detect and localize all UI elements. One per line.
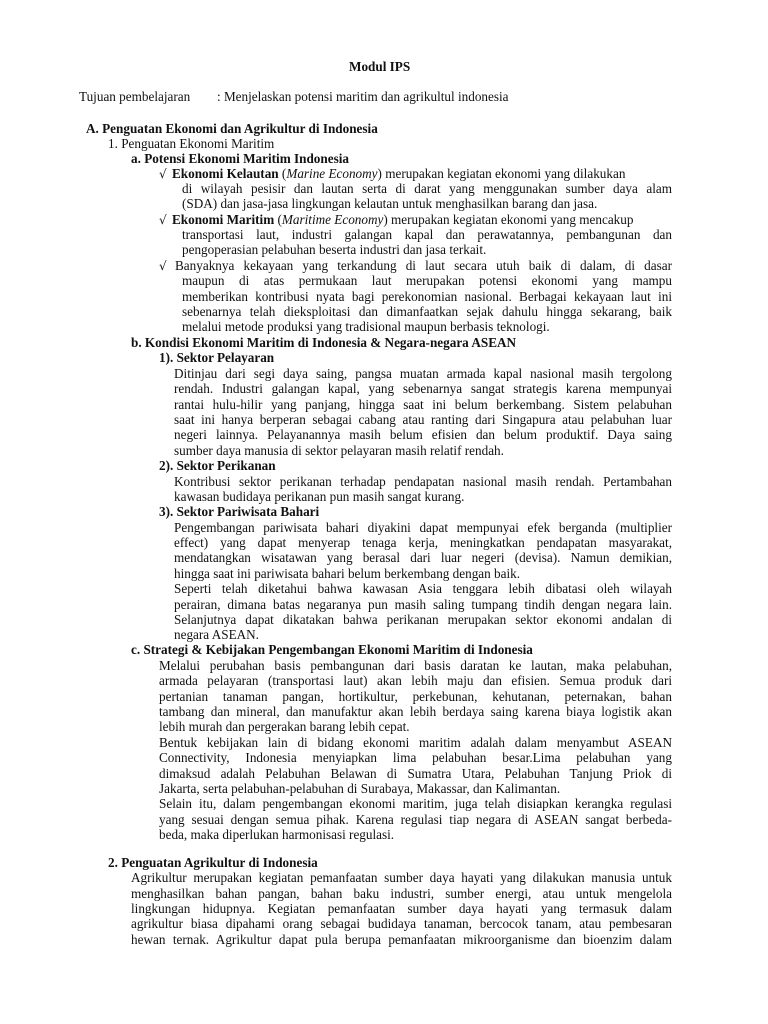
pelayaran-line-3: rantai hulu-hilir yang panjang, hingga saat ini belum berkembang. Sistem pelabuhan: [174, 397, 672, 412]
sektor-pariwisata-heading: 3). Sektor Pariwisata Bahari: [159, 504, 320, 519]
strategi-p1-line-5: lebih murah dan pergerakan barang lebih cepat.: [159, 719, 410, 734]
page-title: Modul IPS: [349, 59, 411, 74]
bullet-1-line-2: di wilayah pesisir dan lautan serta di darat yang menggunakan sumber daya alam: [182, 181, 672, 196]
agrikultur-line-2: menghasilkan bahan pangan, bahan baku industri, sumber energi, atau untuk mengelola: [131, 886, 672, 901]
perikanan-line-1: Kontribusi sektor perikanan terhadap pendapatan nasional masih rendah. Pertambahan: [174, 474, 672, 489]
pariwisata-line-4: hingga saat ini pariwisata bahari belum berkembang dengan baik.: [174, 566, 521, 581]
strategi-p2-line-1: Bentuk kebijakan lain di bidang ekonomi maritim adalah dalam menyambut ASEAN: [159, 735, 672, 750]
bullet-3-line-5: melalui metode produksi yang tradisional maupun berbasis teknologi.: [182, 319, 550, 334]
bullet-ekonomi-kelautan: Ekonomi Kelautan (Marine Economy) merupakan kegiatan ekonomi yang dilakukan: [172, 166, 626, 181]
pariwisata-line-3: mendatangkan wisatawan yang berasal dari luar negeri (devisa). Namun demikian,: [174, 550, 672, 565]
bullet-2-line-3: pengoperasian pelabuhan beserta industri dan jasa terkait.: [182, 242, 487, 257]
pariwisata-line-1: Pengembangan pariwisata bahari diyakini dapat mempunyai efek berganda (multiplier: [174, 520, 672, 535]
agrikultur-line-4: agrikultur biasa dipahami orang sebagai budidaya tanaman, bercocok tanam, atau pembesaran: [131, 916, 672, 931]
pelayaran-line-5: negeri lainnya. Pelayanannya masih belum efisien dan belum produktif. Daya saing: [174, 427, 672, 442]
strategi-p3-line-2: yang sesuai dengan semua pihak. Karena regulasi tiap negara di ASEAN sangat berbeda-: [159, 812, 672, 827]
subsection-2-heading: 2. Penguatan Agrikultur di Indonesia: [108, 855, 318, 870]
agrikultur-line-5: hewan ternak. Agrikultur dapat pula berupa pemanfaatan mikroorganisme dan bioenzim dalam: [131, 932, 672, 947]
subsection-c-heading: c. Strategi & Kebijakan Pengembangan Ekonomi Maritim di Indonesia: [131, 642, 533, 657]
strategi-p2-line-4: Jakarta, serta pelabuhan-pelabuhan di Surabaya, Makassar, dan Kalimantan.: [159, 781, 561, 796]
agrikultur-line-1: Agrikultur merupakan kegiatan pemanfaatan sumber daya hayati yang dilakukan manusia untuk: [131, 870, 672, 885]
bullet-3-line-2: maupun di atas permukaan laut merupakan potensi ekonomi yang mampu: [182, 273, 672, 288]
bullet-3-line-4: sebenarnya telah dieksploitasi dan dimanfaatkan sejak dahulu hingga sekarang, baik: [182, 304, 672, 319]
strategi-p1-line-4: tambang dan mineral, dan manufaktur akan lebih berdaya saing karena biaya logistik akan: [159, 704, 672, 719]
pariwisata-line-5: Seperti telah diketahui bahwa kawasan Asia tenggara lebih dibatasi oleh wilayah: [174, 581, 672, 596]
strategi-p2-line-2: Connectivity, Indonesia menyiapkan lima pelabuhan besar.Lima pelabuhan yang: [159, 750, 672, 765]
strategi-p2-line-3: dimaksud adalah Pelabuhan Belawan di Sumatra Utara, Pelabuhan Tanjung Priok di: [159, 766, 672, 781]
subsection-a-heading: a. Potensi Ekonomi Maritim Indonesia: [131, 151, 349, 166]
check-icon: √: [159, 259, 167, 273]
pelayaran-line-2: rendah. Industri galangan kapal, yang sebenarnya sangat strategis karena mempunyai: [174, 381, 672, 396]
bullet-1-line-3: (SDA) dan jasa-jasa lingkungan kelautan untuk menghasilkan barang dan jasa.: [182, 196, 598, 211]
agrikultur-line-3: lingkungan hidupnya. Kegiatan pemanfaatan sumber daya hayati yang termasuk dalam: [131, 901, 672, 916]
section-a-heading: A. Penguatan Ekonomi dan Agrikultur di Indonesia: [86, 121, 378, 136]
strategi-p1-line-1: Melalui perubahan basis pembangunan dari basis daratan ke lautan, maka pelabuhan,: [159, 658, 672, 673]
bullet-3-line-1: Banyaknya kekayaan yang terkandung di laut secara utuh baik di dalam, di dasar: [175, 258, 672, 273]
pariwisata-line-6: perairan, dimana batas negaranya pun masih saling tumpang tindih dengan negara lain.: [174, 597, 672, 612]
strategi-p1-line-3: pertanian tanaman pangan, hortikultur, perkebunan, kehutanan, peternakan, bahan: [159, 689, 672, 704]
perikanan-line-2: kawasan budidaya perikanan pun masih sangat kurang.: [174, 489, 465, 504]
subsection-1-heading: 1. Penguatan Ekonomi Maritim: [108, 136, 275, 151]
check-icon: √: [159, 167, 167, 181]
objective-text: : Menjelaskan potensi maritim dan agrikultul indonesia: [217, 89, 509, 104]
sektor-pelayaran-heading: 1). Sektor Pelayaran: [159, 350, 275, 365]
bullet-3-line-3: memberikan kontribusi nyata bagi perekonomian nasional. Berbagai kekayaan laut ini: [182, 289, 672, 304]
pelayaran-line-1: Ditinjau dari segi daya saing, pangsa muatan armada kapal nasional masih tergolong: [174, 366, 672, 381]
pariwisata-line-8: negara ASEAN.: [174, 627, 259, 642]
objective-label: Tujuan pembelajaran: [79, 89, 191, 104]
bullet-2-line-2: transportasi laut, industri galangan kapal dan perawatannya, pembangunan dan: [182, 227, 672, 242]
bullet-ekonomi-maritim: Ekonomi Maritim (Maritime Economy) merupakan kegiatan ekonomi yang mencakup: [172, 212, 634, 227]
pelayaran-line-4: saat ini hanya berperan sebagai cabang atau ranting dari Singapura atau pelabuhan luar: [174, 412, 672, 427]
subsection-b-heading: b. Kondisi Ekonomi Maritim di Indonesia & Negara-negara ASEAN: [131, 335, 517, 350]
sektor-perikanan-heading: 2). Sektor Perikanan: [159, 458, 276, 473]
strategi-p3-line-3: beda, maka diperlukan harmonisasi regulasi.: [159, 827, 395, 842]
strategi-p1-line-2: armada pelayaran (transportasi laut) akan lebih maju dan efisien. Semua produk dari: [159, 673, 672, 688]
check-icon: √: [159, 213, 167, 227]
strategi-p3-line-1: Selain itu, dalam pengembangan ekonomi maritim, juga telah disiapkan kerangka regulasi: [159, 796, 672, 811]
pelayaran-line-6: sumber daya manusia di sektor pelayaran masih relatif rendah.: [174, 443, 504, 458]
pariwisata-line-7: Selanjutnya dapat dikatakan bahwa perikanan merupakan sektor ekonomi andalan di: [174, 612, 672, 627]
pariwisata-line-2: effect) yang dapat menyerap tenaga kerja, meningkatkan pendapatan masyarakat,: [174, 535, 672, 550]
